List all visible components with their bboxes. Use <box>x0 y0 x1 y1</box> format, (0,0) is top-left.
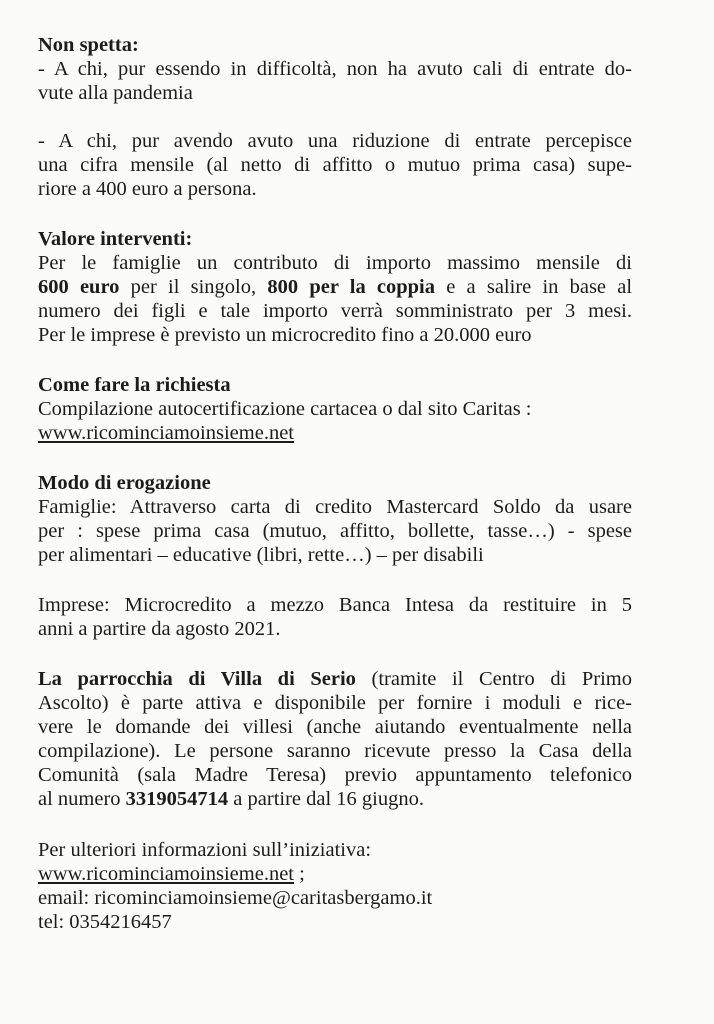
website-link[interactable]: www.ricominciamoinsieme.net <box>38 863 294 885</box>
website-line <box>38 862 305 886</box>
text-fragment: per il singolo, <box>130 276 257 298</box>
text-fragment: e a salire in base al <box>446 276 633 298</box>
amount-couple: 800 per la coppia <box>267 276 436 298</box>
text-line: Per ulteriori informazioni sull’iniziativa: <box>38 839 372 861</box>
heading-modo-erogazione: Modo di erogazione <box>38 472 211 494</box>
text-line: una cifra mensile (al netto di affitto o mutuo prima casa) supe- <box>38 154 632 176</box>
text-line: Imprese: Microcredito a mezzo Banca Intesa da restituire in 5 <box>38 594 632 616</box>
text-line: Famiglie: Attraverso carta di credito Mastercard Soldo da usare <box>38 496 632 518</box>
heading-come-fare: Come fare la richiesta <box>38 374 231 396</box>
phone-number: 3319054714 <box>125 788 229 810</box>
heading-non-spetta: Non spetta: <box>38 34 139 56</box>
text-line: compilazione). Le persone saranno ricevute presso la Casa della <box>38 740 632 762</box>
text-line: vute alla pandemia <box>38 82 193 104</box>
text-line: Ascolto) è parte attiva e disponibile per fornire i moduli e rice- <box>38 692 632 714</box>
text-line: - A chi, pur essendo in difficoltà, non ha avuto cali di entrate do- <box>38 58 632 80</box>
text-fragment: al numero <box>38 788 121 810</box>
text-line: per alimentari – educative (libri, rette…) – per disabili <box>38 544 484 566</box>
website-link[interactable]: www.ricominciamoinsieme.net <box>38 422 294 444</box>
text-line: Compilazione autocertificazione cartacea o dal sito Caritas : <box>38 398 532 420</box>
text-line: anni a partire da agosto 2021. <box>38 618 281 640</box>
separator: ; <box>299 863 305 885</box>
amount-single: 600 euro <box>38 276 120 298</box>
text-line: Per le imprese è previsto un microcredito fino a 20.000 euro <box>38 324 532 346</box>
text-line-phone <box>38 787 424 811</box>
parish-name: La parrocchia di Villa di Serio <box>38 668 356 690</box>
text-line: per : spese prima casa (mutuo, affitto, bollette, tasse…) - spese <box>38 520 632 542</box>
text-line: riore a 400 euro a persona. <box>38 178 257 200</box>
text-line-amounts <box>38 275 632 299</box>
text-fragment: a partire dal 16 giugno. <box>233 788 425 810</box>
email-line: email: ricominciamoinsieme@caritasbergamo.it <box>38 887 433 909</box>
tel-line: tel: 0354216457 <box>38 911 172 933</box>
text-fragment: (tramite il Centro di Primo <box>371 668 632 690</box>
heading-valore-interventi: Valore interventi: <box>38 228 193 250</box>
text-line: Per le famiglie un contributo di importo massimo mensile di <box>38 252 632 274</box>
text-line: numero dei figli e tale importo verrà somministrato per 3 mesi. <box>38 300 632 322</box>
text-line: vere le domande dei villesi (anche aiutando eventualmente nella <box>38 716 632 738</box>
text-line: - A chi, pur avendo avuto una riduzione di entrate percepisce <box>38 130 632 152</box>
text-line-parish <box>38 667 632 691</box>
text-line: Comunità (sala Madre Teresa) previo appuntamento telefonico <box>38 764 632 786</box>
